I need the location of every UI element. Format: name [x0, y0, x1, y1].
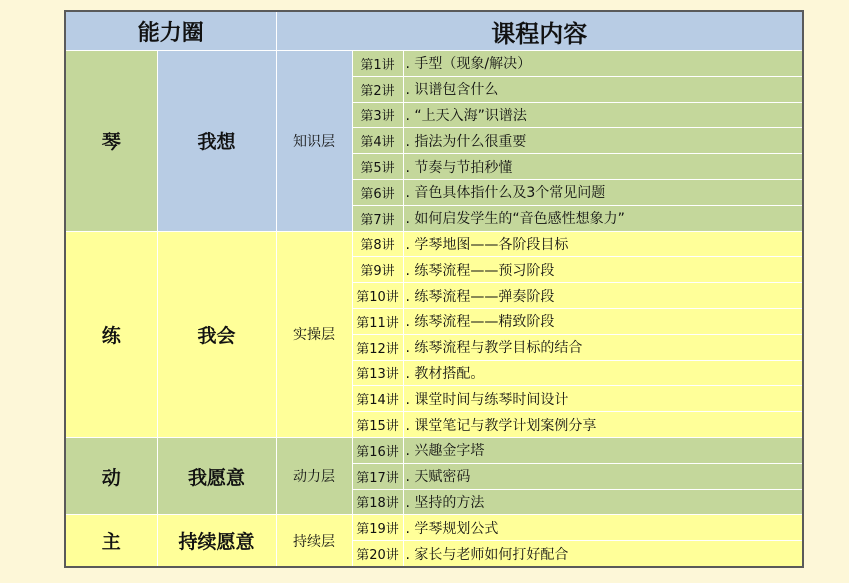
lesson-title: . 练琴流程——预习阶段 — [403, 257, 803, 283]
lesson-title: . 学琴规划公式 — [403, 515, 803, 541]
group-char: 琴 — [65, 51, 157, 232]
lesson-number: 第12讲 — [352, 334, 403, 360]
lesson-title: . 练琴流程——精致阶段 — [403, 308, 803, 334]
group-char: 练 — [65, 231, 157, 437]
lesson-title: . 手型（现象/解决） — [403, 51, 803, 77]
lesson-number: 第18讲 — [352, 489, 403, 515]
lesson-title: . 坚持的方法 — [403, 489, 803, 515]
lesson-title: . 指法为什么很重要 — [403, 128, 803, 154]
group-desc: 我愿意 — [157, 437, 276, 514]
group-desc: 持续愿意 — [157, 515, 276, 567]
lesson-title: . “上天入海”识谱法 — [403, 102, 803, 128]
table-row — [65, 515, 803, 541]
lesson-title: . 教材搭配。 — [403, 360, 803, 386]
lesson-number: 第11讲 — [352, 308, 403, 334]
lesson-number: 第7讲 — [352, 205, 403, 231]
lesson-title: . 兴趣金字塔 — [403, 437, 803, 463]
table-row — [65, 51, 803, 77]
group-layer: 知识层 — [276, 51, 352, 232]
lesson-number: 第1讲 — [352, 51, 403, 77]
lesson-number: 第20讲 — [352, 541, 403, 567]
lesson-title: . 课堂时间与练琴时间设计 — [403, 386, 803, 412]
group-desc: 我会 — [157, 231, 276, 437]
group-layer: 动力层 — [276, 437, 352, 514]
lesson-title: . 识谱包含什么 — [403, 76, 803, 102]
course-content-header: 课程内容 — [276, 11, 803, 51]
lesson-number: 第19讲 — [352, 515, 403, 541]
lesson-number: 第17讲 — [352, 463, 403, 489]
lesson-number: 第2讲 — [352, 76, 403, 102]
lesson-title: . 天赋密码 — [403, 463, 803, 489]
lesson-title: . 练琴流程与教学目标的结合 — [403, 334, 803, 360]
lesson-number: 第8讲 — [352, 231, 403, 257]
lesson-number: 第16讲 — [352, 437, 403, 463]
lesson-title: . 如何启发学生的“音色感性想象力” — [403, 205, 803, 231]
group-desc: 我想 — [157, 51, 276, 232]
lesson-number: 第13讲 — [352, 360, 403, 386]
lesson-number: 第4讲 — [352, 128, 403, 154]
group-layer: 实操层 — [276, 231, 352, 437]
lesson-title: . 学琴地图——各阶段目标 — [403, 231, 803, 257]
header-row — [65, 11, 803, 51]
group-char: 主 — [65, 515, 157, 567]
group-layer: 持续层 — [276, 515, 352, 567]
table-row — [65, 437, 803, 463]
lesson-number: 第5讲 — [352, 154, 403, 180]
lesson-number: 第15讲 — [352, 412, 403, 438]
lesson-title: . 课堂笔记与教学计划案例分享 — [403, 412, 803, 438]
table-row — [65, 231, 803, 257]
lesson-title: . 音色具体指什么及3个常见问题 — [403, 179, 803, 205]
lesson-number: 第6讲 — [352, 179, 403, 205]
lesson-number: 第14讲 — [352, 386, 403, 412]
lesson-number: 第9讲 — [352, 257, 403, 283]
lesson-number: 第3讲 — [352, 102, 403, 128]
lesson-title: . 练琴流程——弹奏阶段 — [403, 283, 803, 309]
group-char: 动 — [65, 437, 157, 514]
lesson-number: 第10讲 — [352, 283, 403, 309]
lesson-title: . 家长与老师如何打好配合 — [403, 541, 803, 567]
lesson-title: . 节奏与节拍秒懂 — [403, 154, 803, 180]
ability-circle-header: 能力圈 — [65, 11, 276, 51]
course-table — [64, 10, 804, 568]
